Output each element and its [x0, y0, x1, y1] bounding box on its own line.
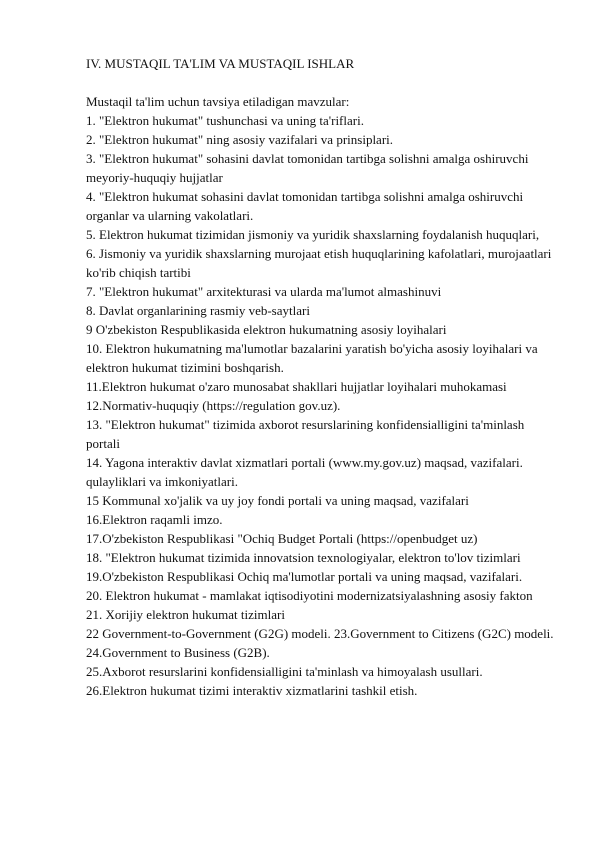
topic-item: 13. "Elektron hukumat" tizimida axborot resurslarining konfidensialligini ta'minlash portali	[86, 417, 525, 451]
topic-item: 12.Normativ-huquqiy (https://regulation gov.uz).	[86, 398, 341, 413]
topic-item: 17.O'zbekiston Respublikasi "Ochiq Budget Portali (https://openbudget uz)	[86, 531, 478, 546]
topic-item: 8. Davlat organlarining rasmiy veb-saytlari	[86, 303, 310, 318]
topic-item: 9 O'zbekiston Respublikasida elektron hukumatning asosiy loyihalari	[86, 322, 447, 337]
topic-item: 24.Government to Business (G2B).	[86, 645, 270, 660]
topic-item: 11.Elektron hukumat o'zaro munosabat shakllari hujjatlar loyihalari muhokamasi	[86, 379, 507, 394]
topic-item: 26.Elektron hukumat tizimi interaktiv xizmatlarini tashkil etish.	[86, 683, 418, 698]
topic-item: 2. "Elektron hukumat" ning asosiy vazifalari va prinsiplari.	[86, 132, 394, 147]
topic-item: 7. "Elektron hukumat" arxitekturasi va ularda ma'lumot almashinuvi	[86, 284, 442, 299]
topic-item: 19.O'zbekiston Respublikasi Ochiq ma'lumotlar portali va uning maqsad, vazifalari.	[86, 569, 523, 584]
intro-text: Mustaqil ta'lim uchun tavsiya etiladigan mavzular:	[86, 94, 350, 109]
topic-item: 21. Xorijiy elektron hukumat tizimlari	[86, 607, 285, 622]
topic-item: 10. Elektron hukumatning ma'lumotlar bazalarini yaratish bo'yicha asosiy loyihalari va elektron hukumat tizimini boshqarish.	[86, 341, 538, 375]
topic-item: 1. "Elektron hukumat" tushunchasi va uning ta'riflari.	[86, 113, 364, 128]
topic-item: 6. Jismoniy va yuridik shaxslarning murojaat etish huquqlarining kafolatlari, murojaatlari ko'rib chiqish tartibi	[86, 246, 552, 280]
topic-item: 4. "Elektron hukumat sohasini davlat tomonidan tartibga solishni amalga oshiruvchi organlar va ularning vakolatlari.	[86, 189, 524, 223]
topic-item: 15 Kommunal xo'jalik va uy joy fondi portali va uning maqsad, vazifalari	[86, 493, 469, 508]
topic-item: 5. Elektron hukumat tizimidan jismoniy va yuridik shaxslarning foydalanish huquqlari,	[86, 227, 540, 242]
topic-item: 20. Elektron hukumat - mamlakat iqtisodiyotini modernizatsiyalashning asosiy fakton	[86, 588, 533, 603]
topic-item: 25.Axborot resurslarini konfidensialligini ta'minlash va himoyalash usullari.	[86, 664, 483, 679]
topic-item: 18. "Elektron hukumat tizimida innovatsion texnologiyalar, elektron to'lov tizimlari	[86, 550, 521, 565]
section-heading: IV. MUSTAQIL TA'LIM VA MUSTAQIL ISHLAR	[86, 56, 355, 71]
topic-item: 3. "Elektron hukumat" sohasini davlat tomonidan tartibga solishni amalga oshiruvchi meyoriy-huquqiy hujjatlar	[86, 151, 529, 185]
topic-item: 22 Government-to-Government (G2G) modeli. 23.Government to Citizens (G2C) modeli.	[86, 626, 554, 641]
document-content	[86, 54, 556, 700]
topic-list	[86, 111, 556, 700]
topic-item: 16.Elektron raqamli imzo.	[86, 512, 223, 527]
topic-item: 14. Yagona interaktiv davlat xizmatlari portali (www.my.gov.uz) maqsad, vazifalari. qulayliklari va imkoniyatlari.	[86, 455, 523, 489]
